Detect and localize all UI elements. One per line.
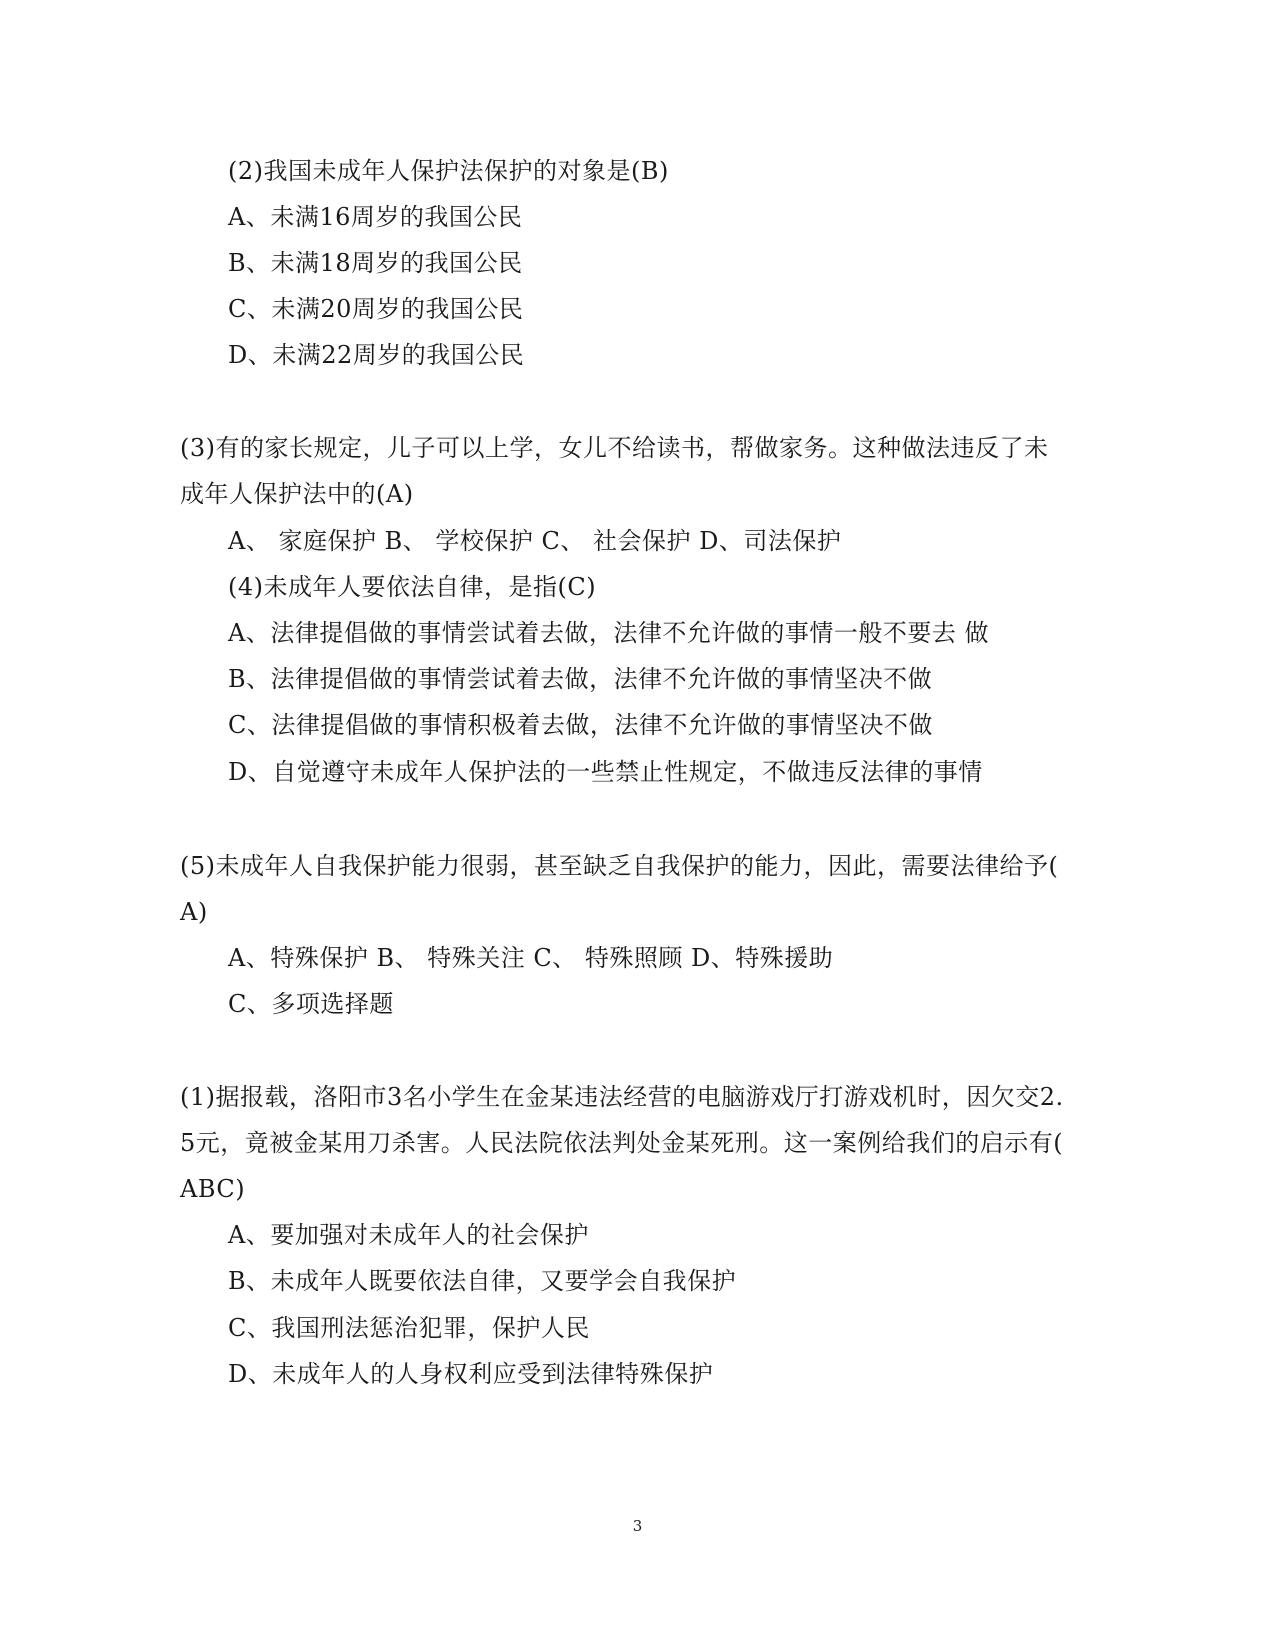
question-2-option-a: A、未满16周岁的我国公民 <box>228 203 523 231</box>
multi-question-1-option-d: D、未成年人的人身权利应受到法律特殊保护 <box>228 1360 714 1388</box>
question-2-stem: (2)我国未成年人保护法保护的对象是(B) <box>228 157 669 185</box>
question-2-option-c: C、未满20周岁的我国公民 <box>228 295 524 323</box>
question-4-option-a: A、法律提倡做的事情尝试着去做，法律不允许做的事情一般不要去 做 <box>228 619 989 647</box>
multi-question-1-stem-line-3: ABC) <box>180 1175 246 1203</box>
multi-question-1-option-a: A、要加强对未成年人的社会保护 <box>228 1221 589 1249</box>
question-3-options: A、 家庭保护 B、 学校保护 C、 社会保护 D、司法保护 <box>228 527 842 555</box>
question-2-option-d: D、未满22周岁的我国公民 <box>228 341 525 369</box>
multi-question-1-stem-line-2: 5元，竟被金某用刀杀害。人民法院依法判处金某死刑。这一案例给我们的启示有( <box>180 1129 1064 1157</box>
question-4-option-b: B、法律提倡做的事情尝试着去做，法律不允许做的事情坚决不做 <box>228 665 933 693</box>
question-3-stem-line-1: (3)有的家长规定，儿子可以上学，女儿不给读书，帮做家务。这种做法违反了未 <box>180 434 1049 462</box>
multi-question-1-option-b: B、未成年人既要依法自律，又要学会自我保护 <box>228 1267 737 1295</box>
question-5-stem-line-2: A) <box>180 898 208 926</box>
question-4-option-d: D、自觉遵守未成年人保护法的一些禁止性规定，不做违反法律的事情 <box>228 758 983 786</box>
question-5-options: A、特殊保护 B、 特殊关注 C、 特殊照顾 D、特殊援助 <box>228 944 834 972</box>
question-4-option-c: C、法律提倡做的事情积极着去做，法律不允许做的事情坚决不做 <box>228 711 933 739</box>
question-4-stem: (4)未成年人要依法自律，是指(C) <box>228 573 597 601</box>
question-5-stem-line-1: (5)未成年人自我保护能力很弱，甚至缺乏自我保护的能力，因此，需要法律给予( <box>180 852 1059 880</box>
question-3-stem-line-2: 成年人保护法中的(A) <box>180 480 414 508</box>
page-number: 3 <box>632 1517 643 1535</box>
multi-question-1-option-c: C、我国刑法惩治犯罪，保护人民 <box>228 1314 590 1342</box>
question-2-option-b: B、未满18周岁的我国公民 <box>228 249 523 277</box>
section-heading-multiple-choice: C、多项选择题 <box>228 990 394 1018</box>
multi-question-1-stem-line-1: (1)据报载，洛阳市3名小学生在金某违法经营的电脑游戏厅打游戏机时，因欠交2. <box>180 1083 1064 1111</box>
